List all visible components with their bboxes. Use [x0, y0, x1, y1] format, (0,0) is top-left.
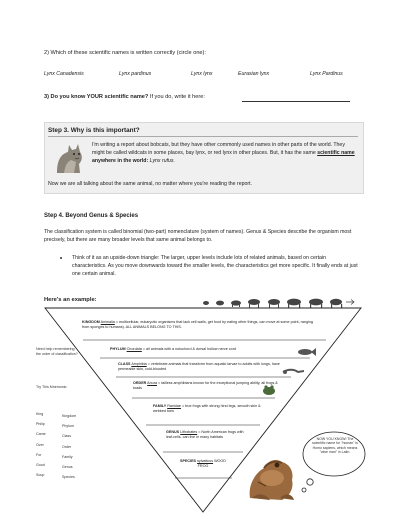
scientific-name-term: scientific name [317, 150, 355, 157]
word-3: Came [36, 432, 46, 437]
rank-3: Class [62, 434, 71, 439]
species-rank: SPECIES [180, 459, 197, 463]
option-5[interactable]: Lynx Pardinus [310, 71, 343, 77]
rank-4: Order [62, 444, 72, 449]
option-2[interactable]: Lynx pardinus [119, 71, 152, 77]
mnemonic-try: Try This Mnemonic: [36, 385, 68, 389]
family-taxon: Ranidae [167, 404, 181, 408]
class-rank: CLASS [118, 362, 131, 366]
rank-5: Family [62, 454, 73, 459]
genus-desc: = North American frogs with leaf-cells, can live in many habitats [166, 430, 244, 439]
question-3-bold: 3) Do you know YOUR scientific name? [44, 94, 149, 100]
level-family [153, 404, 271, 414]
question-3-rest: If you do, write it here: [148, 94, 205, 100]
mnemonic-ranks [62, 411, 88, 482]
mnemonic-note: Need help remembering the order of classification? [36, 347, 78, 356]
genus-taxon: Lithobates [180, 430, 198, 434]
kingdom-taxon: Animalia [100, 320, 115, 324]
phylum-desc: = all animals with a notochord & dorsal hollow nerve cord [142, 347, 236, 351]
level-genus [166, 430, 248, 440]
example-label: Here's an example: [44, 297, 97, 303]
step3-conclusion: Now we are all talking about the same animal, no matter where you're reading the report. [48, 181, 252, 187]
frog-icon [260, 383, 278, 401]
class-taxon: Amphibia [131, 362, 147, 366]
step3-text: I'm writing a report about bobcats, but they have other commonly used names in other parts of the world. They might be called wildcats in some places, bay lynx, or red lynx in other places. But, it has the same [92, 142, 345, 157]
order-taxon: Anura [147, 381, 157, 385]
word-1: King [36, 412, 44, 416]
question-2: 2) Which of these scientific names is written correctly (circle one): [44, 50, 206, 56]
bubble-text: NOW YOU KNOW! The scientific name for "human" is Homo sapiens, which means "wise man" in Latin. [312, 437, 358, 454]
family-desc: = true frogs with strong hind legs, smooth skin & webbed toes [153, 404, 261, 413]
class-desc: = vertebrate animals that transform from aquatic larvae to adults with lungs, have permeable skin, cold-blooded [118, 362, 280, 371]
family-rank: FAMILY [153, 404, 167, 408]
genus-rank: GENUS [166, 430, 180, 434]
level-class [118, 362, 288, 372]
step3-text-after: anywhere in the world: [92, 158, 150, 165]
species-desc: WOOD FROG [197, 459, 226, 468]
fish-icon [296, 344, 316, 362]
order-rank: ORDER [133, 381, 147, 385]
option-1[interactable]: Lynx Canadensis [44, 71, 84, 77]
lynx-rufus: Lynx rufus. [149, 158, 175, 165]
rank-6: Genus [62, 465, 73, 470]
phylum-taxon: Chordata [126, 347, 142, 351]
species-taxon: sylvaticus [197, 459, 214, 463]
level-kingdom [82, 320, 320, 330]
word-2: Philip [36, 422, 45, 427]
level-phylum [110, 347, 310, 352]
word-5: For [36, 452, 42, 457]
word-6: Good [36, 463, 45, 468]
rank-2: Phylum [62, 424, 74, 429]
wood-frog-image [244, 448, 298, 504]
phylum-rank: PHYLUM [110, 347, 126, 351]
word-4: Over [36, 442, 44, 447]
word-7: Soup [36, 473, 45, 478]
step3-title: Step 3. Why is this important? [48, 127, 140, 134]
option-3[interactable]: Lynx lynx [191, 71, 213, 77]
step4-title: Step 4. Beyond Genus & Species [44, 213, 139, 219]
rank-7: Species [62, 475, 75, 480]
level-order [133, 381, 278, 391]
rank-1: Kingdom [62, 414, 77, 418]
option-4[interactable]: Eurasian lynx [238, 71, 270, 77]
step4-intro: The classification system is called binomial (two-part) nomenclature (system of names). Genus & Species describe the organism most precisely, but there are many broader levels that same animal belongs to. [44, 229, 352, 244]
mnemonic-words [36, 409, 58, 480]
salamander-icon [282, 364, 304, 382]
kingdom-rank: KINGDOM [82, 320, 100, 324]
kingdom-desc: = multicellular, eukaryotic organisms that lack cell walls, get food by eating other things, can move at some point, ranging from sponges to humans). ALL ANIMALS BELONG TO THIS. [82, 320, 313, 329]
order-desc: = tailless amphibians known for the exceptional jumping ability, all frogs & toads [133, 381, 278, 390]
step4-bullet: Think of it as an upside-down triangle: The larger, upper levels include lots of related animals, based on certain characteristics. As you move downwards toward the smaller levels, the characteristics get more specific. It finally ends at just one certain animal. [72, 255, 358, 278]
level-species [178, 459, 228, 469]
